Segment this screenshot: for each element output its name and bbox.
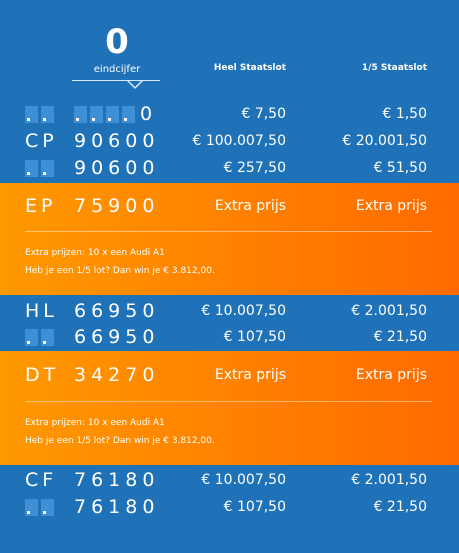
prize-amount-full: € 257,50: [223, 160, 286, 176]
extra-prize-panel: [0, 351, 459, 465]
prize-prefix: HL: [25, 300, 58, 322]
wildcard-box: [25, 160, 38, 177]
column-header-fifth-ticket: 1/5 Staatslot: [361, 63, 427, 73]
prize-amount-full: € 7,50: [241, 106, 286, 122]
prize-row: [0, 192, 459, 220]
prize-number: 90600: [74, 130, 160, 152]
wildcard-box: [41, 329, 54, 346]
prize-number: 76180: [74, 469, 160, 491]
prize-amount-fifth: Extra prijs: [355, 367, 427, 383]
prize-prefix: [25, 100, 57, 128]
wildcard-box: [41, 499, 54, 516]
prize-row: [0, 493, 459, 521]
prize-number: 0: [74, 100, 157, 128]
wildcard-box: [106, 106, 119, 123]
prize-prefix: EP: [25, 195, 57, 217]
extra-prize-panel: [0, 183, 459, 295]
prize-prefix: CF: [25, 469, 58, 491]
prize-amount-fifth: € 21,50: [373, 499, 427, 515]
end-digit-value[interactable]: 0: [105, 22, 129, 62]
prize-row: [0, 127, 459, 155]
extra-prize-note: Heb je een 1/5 lot? Dan win je € 3.812,00.: [25, 436, 215, 446]
extra-prize-note: Extra prijzen: 10 x een Audi A1: [25, 418, 165, 428]
prize-prefix: DT: [25, 364, 60, 386]
prize-number: 76180: [74, 496, 160, 518]
prize-amount-fifth: € 1,50: [382, 106, 427, 122]
prize-row: [0, 100, 459, 128]
prize-amount-fifth: € 2.001,50: [351, 472, 427, 488]
prize-amount-full: € 107,50: [223, 329, 286, 345]
results-header: [0, 0, 459, 100]
prize-row: [0, 154, 459, 182]
prize-prefix: [25, 154, 57, 182]
prize-amount-fifth: € 51,50: [373, 160, 427, 176]
prize-number: 66950: [74, 326, 160, 348]
prize-amount-full: Extra prijs: [214, 367, 286, 383]
wildcard-box: [122, 106, 135, 123]
digit-selector-underline: [72, 80, 160, 81]
prize-row: [0, 323, 459, 351]
wildcard-box: [90, 106, 103, 123]
extra-prize-note: Extra prijzen: 10 x een Audi A1: [25, 248, 165, 258]
prize-prefix: CP: [25, 130, 58, 152]
prize-amount-fifth: € 20.001,50: [342, 133, 427, 149]
prize-prefix: [25, 323, 57, 351]
prize-prefix: [25, 493, 57, 521]
column-header-full-ticket: Heel Staatslot: [213, 63, 286, 73]
prize-number: 34270: [74, 364, 160, 386]
prize-number: 75900: [74, 195, 160, 217]
chevron-down-icon[interactable]: [126, 80, 144, 90]
prize-amount-full: € 10.007,50: [201, 303, 286, 319]
extra-prize-note: Heb je een 1/5 lot? Dan win je € 3.812,00.: [25, 266, 215, 276]
wildcard-box: [25, 329, 38, 346]
prize-row: [0, 297, 459, 325]
divider: [25, 231, 432, 232]
prize-amount-fifth: € 2.001,50: [351, 303, 427, 319]
prize-amount-full: € 100.007,50: [192, 133, 286, 149]
prize-row: [0, 361, 459, 389]
wildcard-box: [25, 499, 38, 516]
prize-amount-fifth: Extra prijs: [355, 198, 427, 214]
prize-amount-fifth: € 21,50: [373, 329, 427, 345]
prize-number: 66950: [74, 300, 160, 322]
prize-row: [0, 466, 459, 494]
prize-amount-full: € 107,50: [223, 499, 286, 515]
wildcard-box: [74, 106, 87, 123]
prize-amount-full: € 10.007,50: [201, 472, 286, 488]
prize-number: 90600: [74, 157, 160, 179]
end-digit-label: eindcijfer: [93, 64, 141, 75]
wildcard-box: [25, 106, 38, 123]
wildcard-box: [41, 106, 54, 123]
prize-amount-full: Extra prijs: [214, 198, 286, 214]
wildcard-box: [41, 160, 54, 177]
divider: [25, 401, 432, 402]
